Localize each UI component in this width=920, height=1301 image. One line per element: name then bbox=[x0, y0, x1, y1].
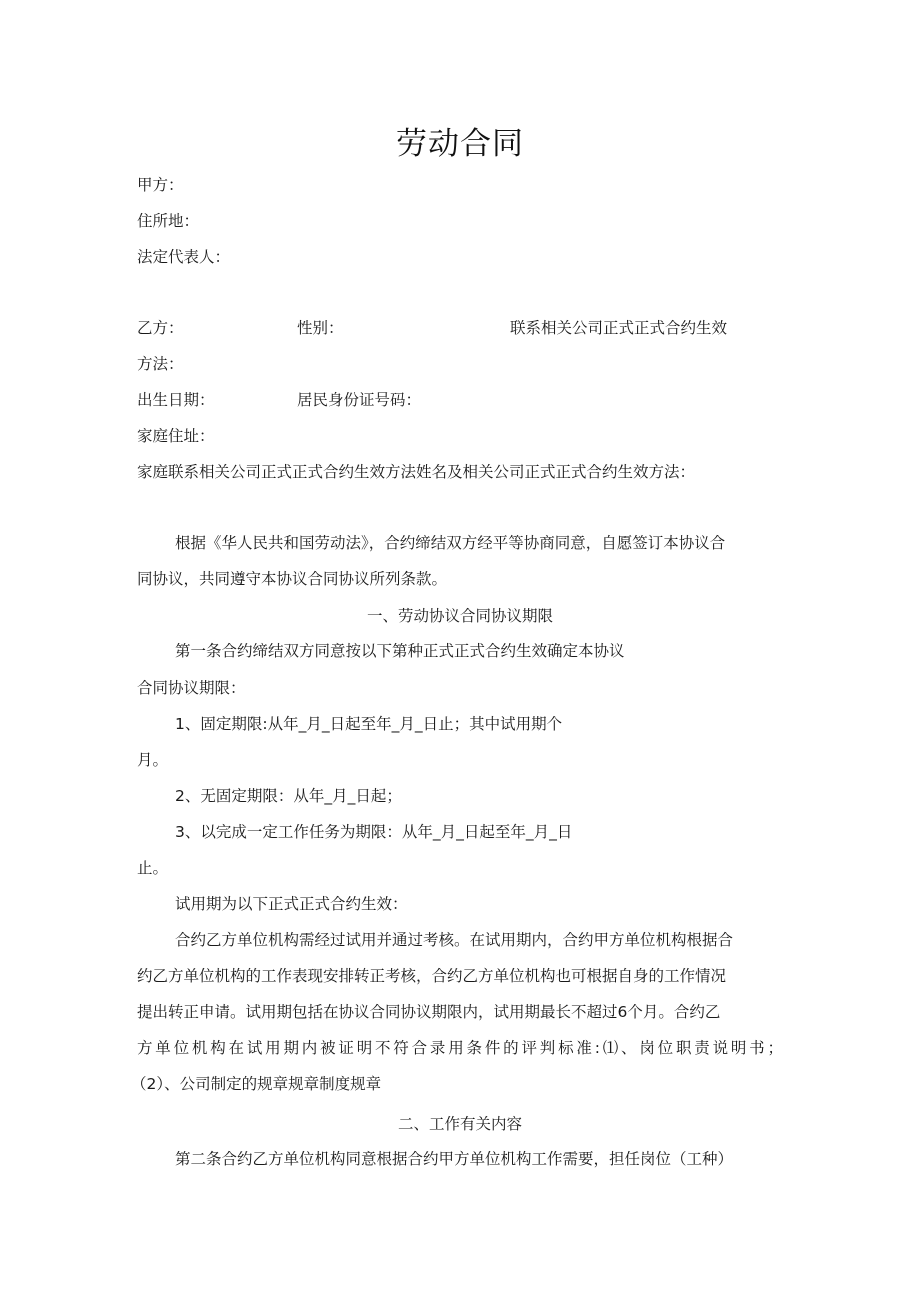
preamble-line-2: 同协议，共同遵守本协议合同协议所列条款。 bbox=[137, 570, 448, 588]
probation-heading: 试用期为以下正式正式合约生效： bbox=[175, 895, 408, 913]
article-1-line-2: 合同协议期限： bbox=[137, 679, 246, 697]
preamble-line-1: 根据《华人民共和国劳动法》，合约缔结双方经平等协商同意，自愿签订本协议合 bbox=[175, 534, 726, 552]
probation-line-2: 约乙方单位机构的工作表现安排转正考核，合约乙方单位机构也可根据自身的工作情况 bbox=[137, 967, 727, 985]
section-2-heading: 二、工作有关内容 bbox=[397, 1115, 522, 1133]
party-b-gender: 性别： bbox=[297, 319, 344, 337]
party-b-birth: 出生日期： bbox=[137, 391, 215, 409]
probation-line-4: 方单位机构在试用期内被证明不符合录用条件的评判标准:⑴、岗位职责说明书； bbox=[137, 1039, 783, 1057]
party-b-contact: 联系相关公司正式正式合约生效 bbox=[510, 319, 728, 337]
article-1-line-1: 第一条合约缔结双方同意按以下第种正式正式合约生效确定本协议 bbox=[175, 642, 625, 660]
probation-line-1: 合约乙方单位机构需经过试用并通过考核。在试用期内，合约甲方单位机构根据合 bbox=[175, 931, 734, 949]
term-item-1-line-1: 1、固定期限:从年_月_日起至年_月_日止；其中试用期个 bbox=[175, 715, 563, 733]
party-a-legal-rep: 法定代表人： bbox=[137, 248, 231, 266]
section-1-heading: 一、劳动协议合同协议期限 bbox=[366, 607, 553, 625]
probation-line-3: 提出转正申请。试用期包括在协议合同协议期限内，试用期最长不超过6个月。合约乙 bbox=[137, 1003, 721, 1021]
term-item-2: 2、无固定期限：从年_月_日起； bbox=[175, 787, 402, 805]
term-item-3-line-1: 3、以完成一定工作任务为期限：从年_月_日起至年_月_日 bbox=[175, 823, 573, 841]
party-a-address: 住所地： bbox=[137, 212, 200, 230]
party-b-family-contact: 家庭联系相关公司正式正式合约生效方法姓名及相关公司正式正式合约生效方法： bbox=[137, 463, 696, 481]
term-item-1-line-2: 月。 bbox=[137, 751, 169, 769]
party-b-id-number: 居民身份证号码： bbox=[297, 391, 422, 409]
term-item-3-line-2: 止。 bbox=[137, 859, 169, 877]
party-a-label: 甲方： bbox=[137, 176, 184, 194]
party-b-home-address: 家庭住址： bbox=[137, 427, 215, 445]
party-b-contact-method: 方法： bbox=[137, 355, 184, 373]
article-2-line-1: 第二条合约乙方单位机构同意根据合约甲方单位机构工作需要，担任岗位（工种） bbox=[175, 1150, 734, 1168]
probation-line-5: （2）、公司制定的规章规章制度规章 bbox=[131, 1075, 382, 1093]
document-title: 劳动合同 bbox=[396, 126, 524, 162]
party-b-label: 乙方： bbox=[137, 319, 184, 337]
